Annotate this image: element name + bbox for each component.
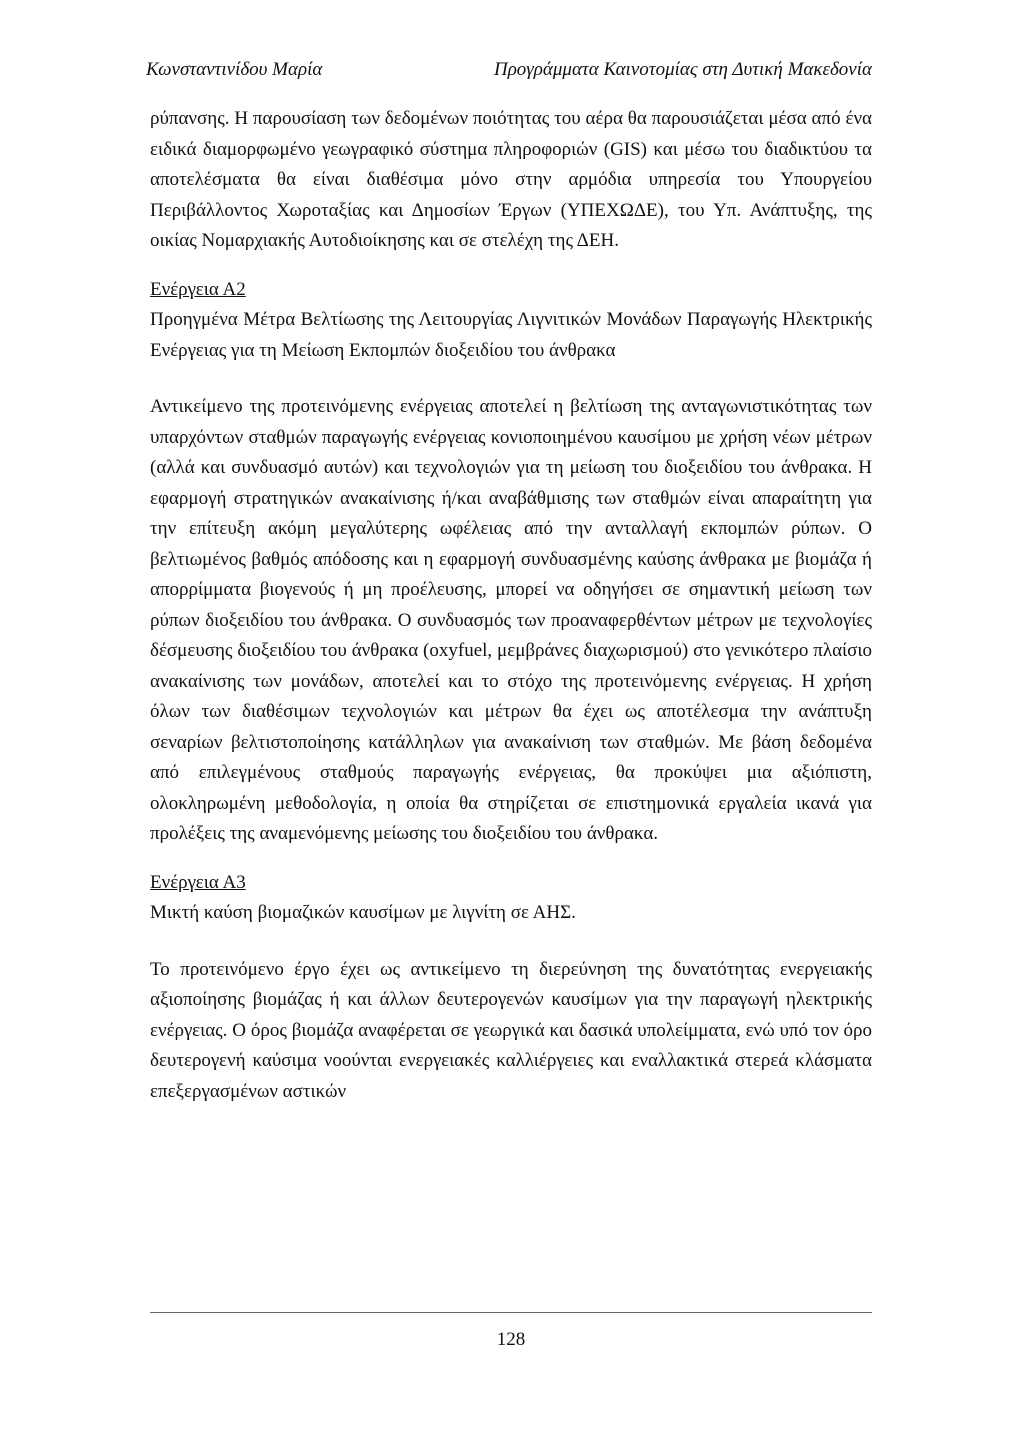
- a2-title: Προηγμένα Μέτρα Βελτίωσης της Λειτουργίας Λιγνιτικών Μονάδων Παραγωγής Ηλεκτρικής Ενέργειας για τη Μείωση Εκπομπών διοξειδίου του άνθρακα: [150, 309, 872, 361]
- a3-body-paragraph: Το προτεινόμενο έργο έχει ως αντικείμενο τη διερεύνηση της δυνατότητας ενεργειακής αξιοποίησης βιομάζας ή και άλλων δευτερογενών καυσίμων για την παραγωγή ηλεκτρικής ενέργειας. Ο όρος βιομάζα αναφέρεται σε γεωργικά και δασικά υπολείμματα, ενώ υπό τον όρο δευτερογενή καύσιμα νοούνται ενεργειακές καλλιέργειες και εναλλακτικά στερεά κλάσματα επεξεργασμένων αστικών: [150, 958, 872, 1102]
- header-author: Κωνσταντινίδου Μαρία: [146, 59, 323, 80]
- header-title: Προγράμματα Καινοτομίας στη Δυτική Μακεδονία: [493, 59, 872, 80]
- a2-body-paragraph: Αντικείμενο της προτεινόμενης ενέργειας αποτελεί η βελτίωση της ανταγωνιστικότητας των υπαρχόντων σταθμών παραγωγής ενέργειας κονιοποιημένου καυσίμου με χρήση νέων μέτρων (αλλά και συνδυασμό αυτών) και τεχνολογιών για τη μείωση του διοξειδίου του άνθρακα. Η εφαρμογή στρατηγικών ανακαίνισης ή/και αναβάθμισης των σταθμών είναι απαραίτητη για την επίτευξη ακόμη μεγαλύτερης ωφέλειας από την ανταλλαγή εκπομπών ρύπων. Ο βελτιωμένος βαθμός απόδοσης και η εφαρμογή συνδυασμένης καύσης άνθρακα με βιομάζα ή απορρίμματα βιογενούς ή μη προέλευσης, μπορεί να οδηγήσει σε σημαντική μείωση των ρύπων διοξειδίου του άνθρακα. Ο συνδυασμός των προαναφερθέντων μέτρων με τεχνολογίες δέσμευσης διοξειδίου του άνθρακα (oxyfuel, μεμβράνες διαχωρισμού) στο γενικότερο πλαίσιο ανακαίνισης των μονάδων, αποτελεί και το στόχο της προτεινόμενης ενέργειας. Η χρήση όλων των διαθέσιμων τεχνολογιών και μέτρων θα έχει ως αποτέλεσμα την ανάπτυξη σεναρίων βελτιστοποίησης κατάλληλων για ανακαίνιση των σταθμών. Με βάση δεδομένα από επιλεγμένους σταθμούς παραγωγής ενέργειας, θα προκύψει μια αξιόπιστη, ολοκληρωμένη μεθοδολογία, η οποία θα στηρίζεται σε επιστημονικά εργαλεία ικανά για προλέξεις της αναμενόμενης μείωσης του διοξειδίου του άνθρακα.: [150, 396, 872, 844]
- a3-title: Μικτή καύση βιομαζικών καυσίμων με λιγνίτη σε ΑΗΣ.: [150, 902, 576, 923]
- footer-divider: [150, 1312, 872, 1313]
- document-page: [146, 0, 872, 1448]
- paragraph-intro: ρύπανσης. Η παρουσίαση των δεδομένων ποιότητας του αέρα θα παρουσιάζεται μέσα από ένα ειδικά διαμορφωμένο γεωγραφικό σύστημα πληροφοριών (GIS) και μέσω του διαδικτύου τα αποτελέσματα θα είναι διαθέσιμα μόνο στην αρμόδια υπηρεσία του Υπουργείου Περιβάλλοντος Χωροταξίας και Δημοσίων Έργων (ΥΠΕΧΩΔΕ), του Υπ. Ανάπτυξης, της οικίας Νομαρχιακής Αυτοδιοίκησης και σε στελέχη της ΔΕΗ.: [150, 108, 872, 251]
- heading-energeia-a3: Ενέργεια Α3: [150, 871, 246, 893]
- heading-energeia-a2: Ενέργεια Α2: [150, 278, 246, 300]
- page-number: 128: [496, 1329, 526, 1350]
- body-text: [150, 104, 872, 1107]
